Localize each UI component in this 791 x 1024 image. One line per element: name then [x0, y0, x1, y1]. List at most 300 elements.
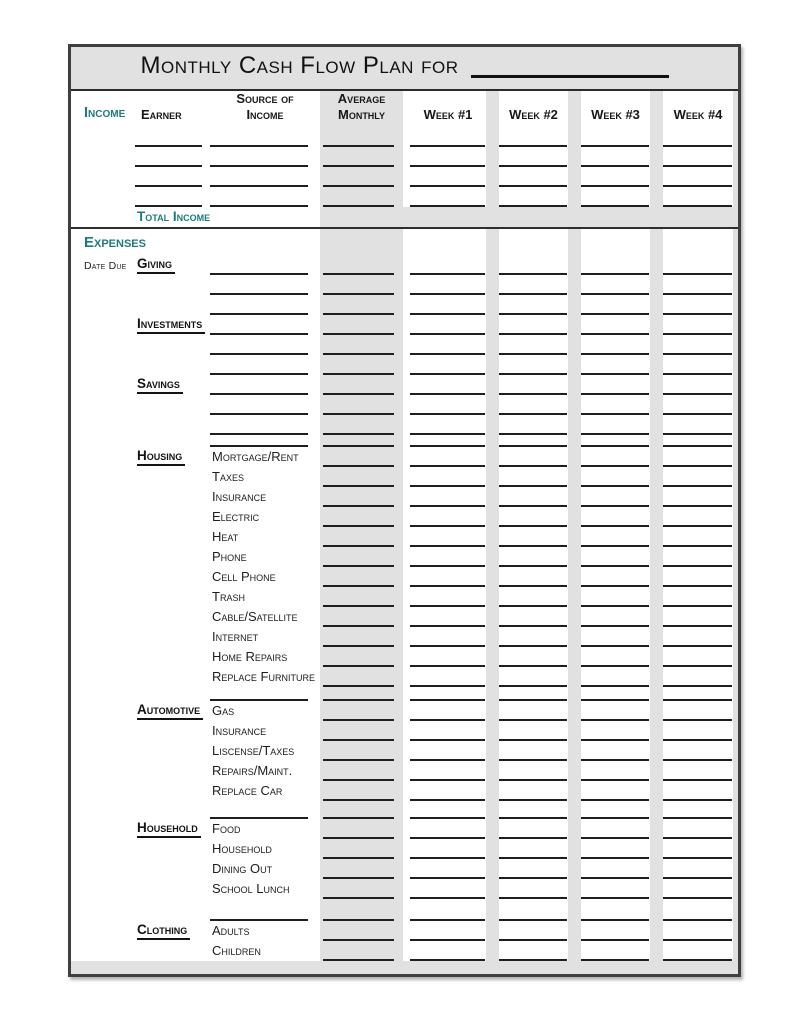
separator-cell — [650, 819, 663, 839]
right-margin-cell — [733, 91, 738, 127]
gap-cell — [403, 255, 410, 275]
category-label: Savings — [137, 376, 183, 394]
week3-column-label: Week #3 — [591, 106, 640, 122]
week3-col — [581, 335, 650, 355]
separator-cell — [486, 819, 499, 839]
week3-col — [581, 275, 650, 295]
separator-cell — [486, 647, 499, 667]
category-col — [133, 859, 210, 879]
separator-cell — [568, 275, 581, 295]
date-due-col — [71, 899, 133, 921]
right-margin-cell — [733, 647, 738, 667]
expense-item-label: Insurance — [212, 488, 267, 504]
separator-cell — [486, 781, 499, 801]
item-col — [210, 721, 320, 741]
separator-cell — [568, 127, 581, 147]
week4-col — [663, 507, 733, 527]
week2-col — [499, 127, 568, 147]
gap-cell — [403, 147, 410, 167]
expense-item-row — [71, 701, 738, 721]
item-col — [210, 667, 320, 687]
right-margin-cell — [733, 921, 738, 941]
avg-monthly-col — [320, 335, 403, 355]
separator-cell — [650, 941, 663, 961]
separator-cell — [568, 921, 581, 941]
separator-cell — [650, 879, 663, 899]
week4-col — [663, 859, 733, 879]
week2-col — [499, 687, 568, 701]
gap-cell — [403, 567, 410, 587]
gap-cell — [403, 761, 410, 781]
separator-cell — [486, 859, 499, 879]
week1-col — [410, 647, 486, 667]
week3-col — [581, 879, 650, 899]
week2-col — [499, 355, 568, 375]
week4-col — [663, 741, 733, 761]
separator-cell — [650, 801, 663, 819]
separator-cell — [486, 761, 499, 781]
input-line[interactable] — [410, 959, 485, 961]
separator-cell — [568, 801, 581, 819]
date-due-col — [71, 335, 133, 355]
gap-cell — [403, 335, 410, 355]
category-col — [133, 839, 210, 859]
avg-monthly-col — [320, 587, 403, 607]
separator-cell — [650, 839, 663, 859]
item-col — [210, 255, 320, 275]
right-margin-cell — [733, 761, 738, 781]
separator-cell — [568, 167, 581, 187]
week3-col — [581, 781, 650, 801]
week3-col — [581, 819, 650, 839]
item-col — [210, 527, 320, 547]
avg-monthly-col — [320, 607, 403, 627]
expense-item-label: Insurance — [212, 722, 267, 738]
right-margin-cell — [733, 587, 738, 607]
item-col — [210, 859, 320, 879]
avg-monthly-col — [320, 781, 403, 801]
separator-cell — [650, 355, 663, 375]
separator-cell — [568, 741, 581, 761]
week3-header-cell — [581, 91, 650, 127]
category-col — [133, 801, 210, 819]
week4-col — [663, 375, 733, 395]
week4-col — [663, 487, 733, 507]
week2-col — [499, 527, 568, 547]
date-due-col — [71, 567, 133, 587]
expense-item-row — [71, 667, 738, 687]
item-col — [210, 335, 320, 355]
item-col — [210, 375, 320, 395]
week1-header-cell — [410, 91, 486, 127]
expense-item-row — [71, 781, 738, 801]
input-line[interactable] — [499, 959, 567, 961]
expense-item-row — [71, 627, 738, 647]
earner-header-cell — [133, 91, 210, 127]
week2-col — [499, 607, 568, 627]
date-due-col — [71, 487, 133, 507]
category-col — [133, 147, 210, 167]
separator-cell — [486, 167, 499, 187]
week3-col — [581, 355, 650, 375]
week2-col — [499, 941, 568, 961]
item-col — [210, 355, 320, 375]
expense-item-label: Taxes — [212, 468, 244, 484]
week1-col — [410, 701, 486, 721]
expense-item-row — [71, 315, 738, 335]
category-col — [133, 667, 210, 687]
gap-cell — [403, 819, 410, 839]
category-col — [133, 607, 210, 627]
separator-cell — [650, 647, 663, 667]
week3-col — [581, 415, 650, 435]
avg-monthly-col — [320, 667, 403, 687]
category-label: Giving — [137, 256, 175, 274]
week3-col — [581, 921, 650, 941]
week4-col — [663, 255, 733, 275]
expense-item-label: Gas — [212, 702, 235, 718]
separator-cell — [650, 167, 663, 187]
total-income-row — [71, 207, 738, 229]
separator-cell — [486, 395, 499, 415]
week2-col — [499, 801, 568, 819]
week1-col — [410, 761, 486, 781]
date-due-col — [71, 527, 133, 547]
avg-monthly-col — [320, 487, 403, 507]
right-margin-cell — [733, 335, 738, 355]
plan-name-blank[interactable] — [471, 64, 669, 78]
week1-col — [410, 335, 486, 355]
week4-col — [663, 701, 733, 721]
gap-cell — [403, 467, 410, 487]
date-due-col — [71, 607, 133, 627]
expense-item-row — [71, 415, 738, 435]
expense-item-label: Adults — [212, 922, 250, 938]
expense-item-label: Replace Car — [212, 782, 283, 798]
week3-col — [581, 567, 650, 587]
avg-monthly-col — [320, 375, 403, 395]
week1-col — [410, 627, 486, 647]
source-column-label-line1: Source of — [236, 91, 294, 107]
separator-cell — [568, 435, 581, 447]
week4-col — [663, 879, 733, 899]
week2-col — [499, 447, 568, 467]
week2-col — [499, 647, 568, 667]
week4-col — [663, 275, 733, 295]
category-col — [133, 899, 210, 921]
item-col — [210, 879, 320, 899]
week3-col — [581, 627, 650, 647]
week2-col — [499, 899, 568, 921]
separator-cell — [568, 415, 581, 435]
separator-cell — [568, 447, 581, 467]
week3-col — [581, 859, 650, 879]
gap-cell — [403, 375, 410, 395]
separator-cell — [650, 147, 663, 167]
section-top-line-row — [71, 801, 738, 819]
week1-col — [410, 487, 486, 507]
gap-cell — [403, 667, 410, 687]
separator-cell — [486, 741, 499, 761]
week4-col — [663, 819, 733, 839]
week4-col — [663, 687, 733, 701]
avg-monthly-col — [320, 275, 403, 295]
avg-monthly-col — [320, 801, 403, 819]
date-due-col — [71, 761, 133, 781]
date-due-col — [71, 207, 133, 227]
avg-monthly-col — [320, 127, 403, 147]
separator-cell — [486, 187, 499, 207]
gap-cell — [403, 187, 410, 207]
separator-cell — [486, 315, 499, 335]
week3-col — [581, 255, 650, 275]
week1-col — [410, 607, 486, 627]
item-col — [210, 607, 320, 627]
total-income-cell — [133, 207, 403, 227]
date-due-col — [71, 859, 133, 879]
separator-cell — [568, 295, 581, 315]
week1-col — [410, 415, 486, 435]
separator-cell — [650, 275, 663, 295]
separator-cell — [486, 839, 499, 859]
separator-cell — [650, 921, 663, 941]
week4-col — [663, 315, 733, 335]
separator-cell — [568, 647, 581, 667]
avg-monthly-col — [320, 941, 403, 961]
avg-monthly-col — [320, 467, 403, 487]
item-col — [210, 415, 320, 435]
item-col — [210, 801, 320, 819]
gap-cell — [403, 487, 410, 507]
expense-item-row — [71, 839, 738, 859]
separator-cell — [568, 527, 581, 547]
item-col — [210, 395, 320, 415]
separator-cell — [650, 187, 663, 207]
separator-cell — [650, 721, 663, 741]
expense-item-row — [71, 395, 738, 415]
expense-item-label: Heat — [212, 528, 239, 544]
week2-col — [499, 395, 568, 415]
separator-cell — [486, 587, 499, 607]
category-col — [133, 355, 210, 375]
gap-cell — [403, 839, 410, 859]
gap-cell — [403, 687, 410, 701]
expense-item-row — [71, 355, 738, 375]
separator-cell — [486, 295, 499, 315]
date-due-col — [71, 587, 133, 607]
input-line[interactable] — [323, 959, 394, 961]
separator-cell — [568, 147, 581, 167]
week4-col — [663, 921, 733, 941]
income-rows — [71, 127, 738, 207]
item-col — [210, 315, 320, 335]
separator-cell — [650, 395, 663, 415]
expense-item-label: Trash — [212, 588, 245, 604]
category-col — [133, 447, 210, 467]
category-col — [133, 761, 210, 781]
category-col — [133, 741, 210, 761]
gap-cell — [403, 721, 410, 741]
separator-cell — [650, 761, 663, 781]
expense-item-row — [71, 335, 738, 355]
separator-cell — [486, 467, 499, 487]
right-margin-cell — [733, 781, 738, 801]
separator-cell — [486, 447, 499, 467]
right-margin-cell — [733, 801, 738, 819]
week2-col — [499, 921, 568, 941]
average-column-label-line2: Monthly — [337, 106, 385, 122]
right-margin-cell — [733, 507, 738, 527]
date-due-col — [71, 295, 133, 315]
right-margin-cell — [733, 167, 738, 187]
separator-cell — [568, 375, 581, 395]
separator-cell — [486, 415, 499, 435]
right-margin-cell — [733, 741, 738, 761]
category-col — [133, 335, 210, 355]
separator-cell — [650, 701, 663, 721]
separator-cell — [650, 315, 663, 335]
separator-cell — [650, 375, 663, 395]
separator-cell — [486, 255, 499, 275]
item-col — [210, 487, 320, 507]
week3-col — [581, 941, 650, 961]
date-due-col — [71, 627, 133, 647]
separator-cell — [650, 467, 663, 487]
right-margin-cell — [733, 819, 738, 839]
gap-cell — [403, 355, 410, 375]
week1-col — [410, 355, 486, 375]
item-col — [210, 741, 320, 761]
week4-col — [663, 781, 733, 801]
input-line[interactable] — [581, 959, 649, 961]
separator-cell — [650, 335, 663, 355]
separator-cell — [568, 187, 581, 207]
date-due-label: Date Due — [84, 260, 127, 272]
expense-item-row — [71, 567, 738, 587]
source-column-label-line2: Income — [246, 106, 284, 122]
separator-cell — [568, 879, 581, 899]
week1-col — [410, 295, 486, 315]
date-due-col — [71, 741, 133, 761]
right-margin-cell — [733, 187, 738, 207]
income-row — [71, 187, 738, 207]
separator-cell — [486, 127, 499, 147]
date-due-col — [71, 879, 133, 899]
week4-col — [663, 295, 733, 315]
week4-col — [663, 801, 733, 819]
expense-item-row — [71, 941, 738, 961]
week1-col — [410, 127, 486, 147]
separator-cell — [568, 507, 581, 527]
week3-col — [581, 295, 650, 315]
category-col — [133, 687, 210, 701]
week2-col — [499, 487, 568, 507]
avg-monthly-col — [320, 741, 403, 761]
bottom-band — [71, 961, 738, 974]
separator-cell — [568, 395, 581, 415]
category-col — [133, 275, 210, 295]
week1-col — [410, 859, 486, 879]
week3-col — [581, 647, 650, 667]
category-col — [133, 781, 210, 801]
separator-cell — [486, 355, 499, 375]
date-due-col — [71, 801, 133, 819]
date-due-col — [71, 507, 133, 527]
category-col — [133, 701, 210, 721]
separator-cell — [486, 147, 499, 167]
category-col — [133, 187, 210, 207]
gap-cell — [403, 435, 410, 447]
date-due-col — [71, 447, 133, 467]
expense-item-row — [71, 741, 738, 761]
avg-monthly-col — [320, 255, 403, 275]
right-margin-cell — [733, 941, 738, 961]
gap-cell — [403, 295, 410, 315]
week1-col — [410, 375, 486, 395]
separator-cell — [650, 127, 663, 147]
separator-cell — [650, 741, 663, 761]
week4-col — [663, 127, 733, 147]
avg-monthly-col — [320, 547, 403, 567]
item-col — [210, 567, 320, 587]
date-due-col — [71, 721, 133, 741]
form-content — [71, 47, 738, 974]
week3-col — [581, 839, 650, 859]
avg-monthly-col — [320, 921, 403, 941]
date-due-col — [71, 395, 133, 415]
week4-col — [663, 567, 733, 587]
category-col — [133, 255, 210, 275]
separator-cell — [650, 781, 663, 801]
item-col — [210, 761, 320, 781]
avg-monthly-col — [320, 435, 403, 447]
separator-cell — [486, 335, 499, 355]
earner-column-label: Earner — [141, 106, 182, 122]
separator-cell — [568, 941, 581, 961]
right-margin-cell — [733, 255, 738, 275]
week2-col — [499, 667, 568, 687]
week4-col — [663, 627, 733, 647]
date-due-col — [71, 435, 133, 447]
input-line[interactable] — [663, 959, 732, 961]
week4-col — [663, 547, 733, 567]
separator-cell — [568, 819, 581, 839]
week4-header-cell — [663, 91, 733, 127]
category-col — [133, 879, 210, 899]
week4-col — [663, 467, 733, 487]
week2-col — [499, 255, 568, 275]
week4-col — [663, 839, 733, 859]
separator-cell — [650, 91, 663, 127]
expense-item-row — [71, 487, 738, 507]
week3-col — [581, 899, 650, 921]
average-header-cell — [320, 91, 403, 127]
category-label: Household — [137, 820, 201, 838]
category-col — [133, 567, 210, 587]
avg-monthly-col — [320, 447, 403, 467]
category-label: Housing — [137, 448, 185, 466]
section-top-line-row — [71, 899, 738, 921]
week4-col — [663, 607, 733, 627]
separator-cell — [486, 627, 499, 647]
week1-col — [410, 741, 486, 761]
avg-monthly-col — [320, 819, 403, 839]
avg-monthly-col — [320, 507, 403, 527]
gap-cell — [403, 801, 410, 819]
section-top-line-row — [71, 435, 738, 447]
week2-col — [499, 147, 568, 167]
gap-cell — [403, 167, 410, 187]
